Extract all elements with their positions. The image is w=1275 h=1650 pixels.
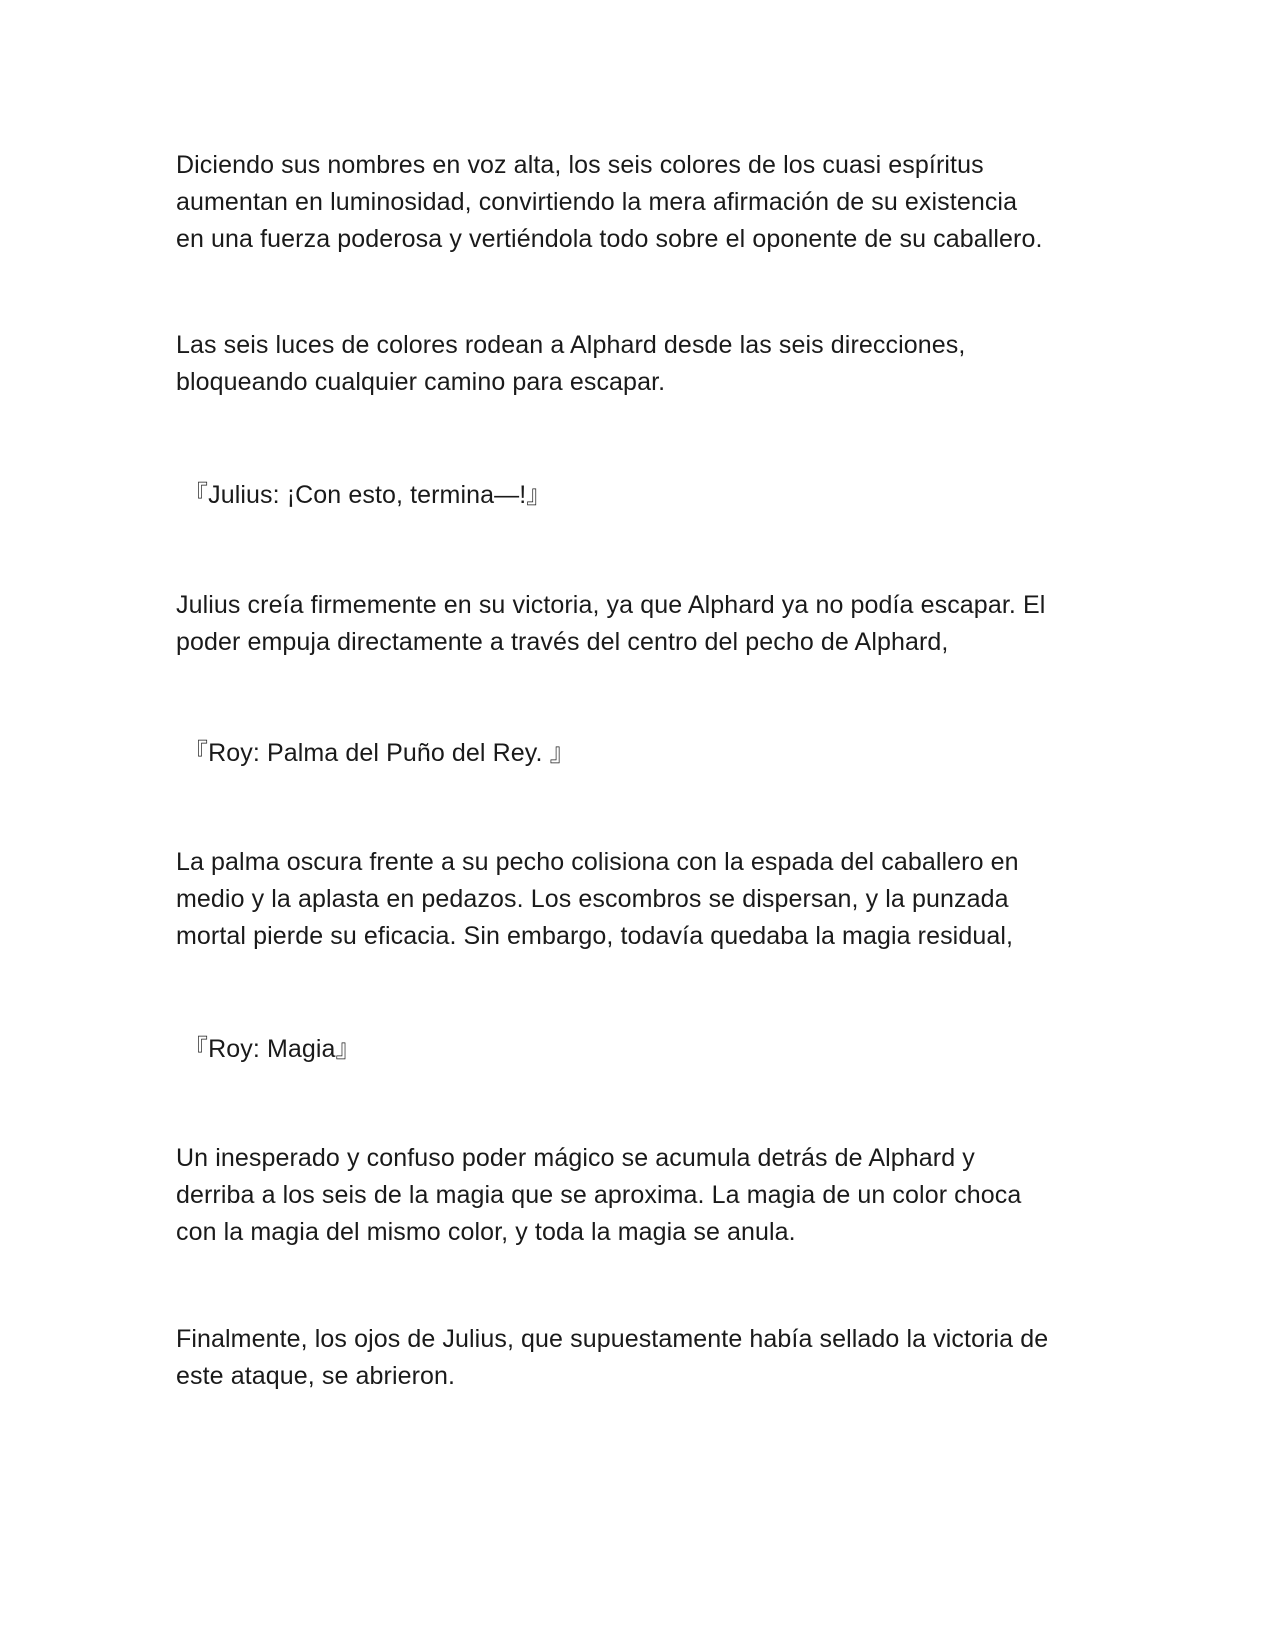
paragraph-8-line-2: derriba a los seis de la magia que se aproxima. La magia de un color choca [176,1181,1022,1209]
paragraph-1-line-2: aumentan en luminosidad, convirtiendo la mera afirmación de su existencia [176,188,1018,216]
paragraph-8-line-1: Un inesperado y confuso poder mágico se acumula detrás de Alphard y [176,1144,975,1172]
paragraph-1-line-1: Diciendo sus nombres en voz alta, los seis colores de los cuasi espíritus [176,151,984,179]
paragraph-9-line-2: este ataque, se abrieron. [176,1362,456,1390]
dialogue-roy-magia: 『Roy: Magia』 [183,1035,361,1063]
dialogue-roy-palma: 『Roy: Palma del Puño del Rey. 』 [183,739,575,767]
paragraph-6-line-3: mortal pierde su eficacia. Sin embargo, todavía quedaba la magia residual, [176,922,1014,950]
paragraph-2-line-1: Las seis luces de colores rodean a Alphard desde las seis direcciones, [176,331,966,359]
paragraph-2-line-2: bloqueando cualquier camino para escapar. [176,368,666,396]
dialogue-julius: 『Julius: ¡Con esto, termina—!』 [183,481,552,509]
paragraph-4-line-2: poder empuja directamente a través del centro del pecho de Alphard, [176,628,949,656]
paragraph-4-line-1: Julius creía firmemente en su victoria, ya que Alphard ya no podía escapar. El [176,591,1046,619]
paragraph-6-line-2: medio y la aplasta en pedazos. Los escombros se dispersan, y la punzada [176,885,1009,913]
paragraph-6-line-1: La palma oscura frente a su pecho colisiona con la espada del caballero en [176,848,1019,876]
paragraph-9-line-1: Finalmente, los ojos de Julius, que supuestamente había sellado la victoria de [176,1325,1049,1353]
paragraph-8-line-3: con la magia del mismo color, y toda la magia se anula. [176,1218,796,1246]
paragraph-1-line-3: en una fuerza poderosa y vertiéndola todo sobre el oponente de su caballero. [176,225,1043,253]
